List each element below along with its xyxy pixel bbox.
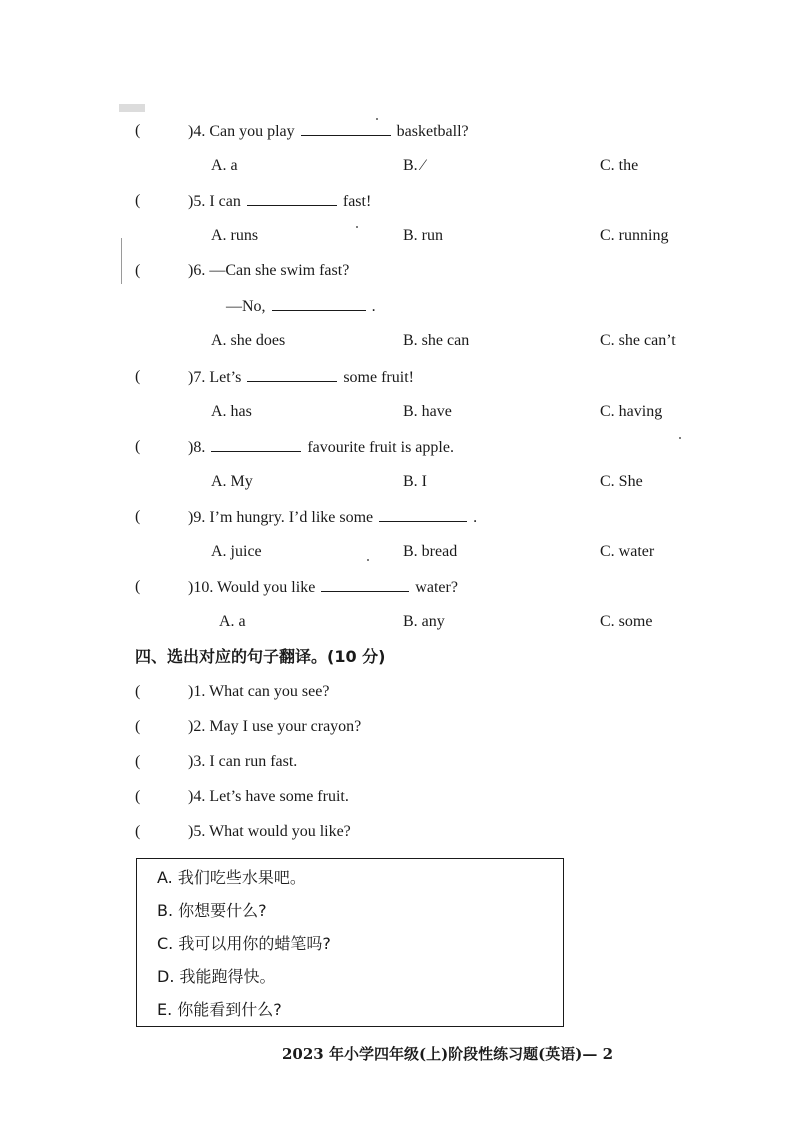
page-footer: 2023 年小学四年级(上)阶段性练习题(英语)— 2 [282, 1045, 614, 1063]
option-a: A. a [211, 157, 238, 174]
option-c: C. she can’t [600, 332, 676, 349]
scan-dot [367, 559, 369, 561]
answer-blank [211, 436, 301, 452]
answer-paren[interactable]: ( [135, 578, 141, 595]
option-c: C. the [600, 157, 639, 174]
option-c: C. water [600, 543, 655, 560]
option-b: B. bread [403, 543, 458, 560]
option-c: C. running [600, 227, 669, 244]
answer-paren[interactable]: ( [135, 788, 141, 805]
answer-paren[interactable]: ( [135, 823, 141, 840]
answer-blank [321, 576, 409, 592]
answer-paren[interactable]: ( [135, 438, 141, 455]
answer-blank [301, 120, 391, 136]
option-a: A. runs [211, 227, 259, 244]
option-a: A. has [211, 403, 252, 420]
option-c: C. having [600, 403, 663, 420]
option-a: A. a [219, 613, 246, 630]
option-a: A. My [211, 473, 253, 490]
answer-paren[interactable]: ( [135, 508, 141, 525]
option-c: C. She [600, 473, 643, 490]
section-title: 四、选出对应的句子翻译。(10 分) [135, 647, 386, 666]
scan-dot [679, 437, 681, 439]
answer-paren[interactable]: ( [135, 718, 141, 735]
option-a: A. she does [211, 332, 286, 349]
option-b: B. any [403, 613, 445, 630]
translation-options-box [136, 858, 564, 1027]
answer-paren[interactable]: ( [135, 262, 141, 279]
scan-smudge [119, 104, 145, 112]
translation-option-c: C. 我可以用你的蜡笔吗? [157, 934, 331, 953]
answer-paren[interactable]: ( [135, 753, 141, 770]
translation-option-e: E. 你能看到什么? [157, 1000, 282, 1019]
option-b: B. ⁄ [403, 157, 425, 174]
answer-paren[interactable]: ( [135, 122, 141, 139]
answer-paren[interactable]: ( [135, 368, 141, 385]
scan-dot [356, 226, 358, 228]
answer-paren[interactable]: ( [135, 192, 141, 209]
translation-option-b: B. 你想要什么? [157, 901, 267, 920]
option-b: B. I [403, 473, 427, 490]
answer-blank [379, 506, 467, 522]
option-b: B. have [403, 403, 452, 420]
answer-paren[interactable]: ( [135, 683, 141, 700]
option-b: B. run [403, 227, 443, 244]
option-b: B. she can [403, 332, 470, 349]
option-c: C. some [600, 613, 653, 630]
answer-blank [247, 366, 337, 382]
option-a: A. juice [211, 543, 262, 560]
translation-option-d: D. 我能跑得快。 [157, 967, 276, 986]
answer-blank [247, 190, 337, 206]
translation-option-a: A. 我们吃些水果吧。 [157, 868, 306, 887]
scan-mark [121, 238, 122, 284]
answer-blank [272, 295, 366, 311]
